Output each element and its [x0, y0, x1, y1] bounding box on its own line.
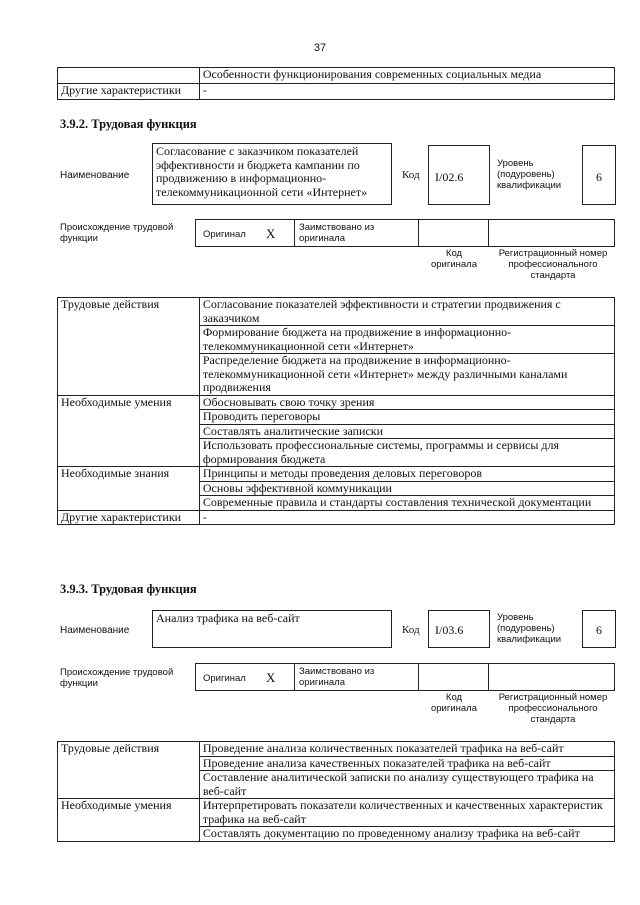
row-value: Составлять аналитические записки [199, 424, 614, 439]
name-box [152, 143, 392, 205]
row-value: Использовать профессиональные системы, программы и сервисы для формирования бюджета [199, 439, 614, 467]
top-table-value: Особенности функционирования современных социальных медиа [199, 68, 614, 84]
row-value: Проводить переговоры [199, 410, 614, 425]
row-value: Основы эффективной коммуникации [199, 481, 614, 496]
row-value: Современные правила и стандарты составления технической документации [199, 496, 614, 511]
function-table [57, 741, 615, 842]
section-title: 3.9.3. Трудовая функция [60, 582, 197, 596]
origin-box [195, 219, 615, 247]
level-label: Уровень (подуровень) квалификации [497, 158, 562, 191]
name-value: Согласование с заказчиком показателей эффективности и бюджета кампании по продвижению в информационно-телекоммуникационной сети «Интернет» [156, 144, 368, 199]
section-title: 3.9.2. Трудовая функция [60, 117, 197, 131]
code-origin-label: Код оригинала [430, 692, 477, 714]
origin-label: Происхождение трудовой функции [60, 222, 174, 244]
row-label [58, 771, 200, 799]
reg-number-label: Регистрационный номер профессионального стандарта [498, 692, 608, 725]
row-label [58, 481, 200, 496]
row-value: Распределение бюджета на продвижение в информационно-телекоммуникационной сети «Интернет» между различными каналами продвижения [199, 354, 614, 396]
top-table-label [58, 68, 200, 84]
row-value: Формирование бюджета на продвижение в информационно-телекоммуникационной сети «Интернет» [199, 326, 614, 354]
row-value: Принципы и методы проведения деловых переговоров [199, 467, 614, 482]
code-value: I/03.6 [435, 623, 464, 637]
original-label: Оригинал [203, 229, 246, 240]
level-box [582, 145, 616, 205]
code-label: Код [402, 624, 420, 636]
page-number: 37 [313, 42, 327, 54]
top-table-label: Другие характеристики [58, 84, 200, 100]
origin-label: Происхождение трудовой функции [60, 667, 174, 689]
row-label [58, 827, 200, 842]
row-label: Необходимые умения [58, 395, 200, 410]
borrowed-label: Заимствовано из оригинала [299, 666, 375, 688]
top-table-value: - [199, 84, 614, 100]
name-label: Наименование [60, 170, 130, 181]
level-label: Уровень (подуровень) квалификации [497, 612, 562, 645]
top-table [57, 67, 615, 100]
function-table [57, 297, 615, 525]
code-box [428, 145, 490, 205]
code-origin-label: Код оригинала [430, 248, 477, 270]
row-label [58, 326, 200, 354]
level-value: 6 [596, 623, 602, 637]
row-value: Составление аналитической записки по анализу существующего трафика на веб-сайт [199, 771, 614, 799]
original-label: Оригинал [203, 673, 246, 684]
row-label [58, 496, 200, 511]
name-box [152, 610, 392, 648]
level-value: 6 [596, 170, 602, 184]
code-value: I/02.6 [435, 170, 464, 184]
row-label [58, 756, 200, 771]
row-value: Обосновывать свою точку зрения [199, 395, 614, 410]
code-label: Код [402, 169, 420, 181]
row-label: Трудовые действия [58, 742, 200, 757]
origin-box [195, 663, 615, 691]
code-box [428, 610, 490, 648]
row-value: Составлять документацию по проведенному анализу трафика на веб-сайт [199, 827, 614, 842]
row-label: Необходимые знания [58, 467, 200, 482]
level-box [582, 610, 616, 648]
borrowed-label: Заимствовано из оригинала [299, 222, 375, 244]
original-mark: X [266, 670, 276, 685]
row-label [58, 410, 200, 425]
row-value: - [199, 510, 614, 525]
row-value: Проведение анализа качественных показателей трафика на веб-сайт [199, 756, 614, 771]
reg-number-label: Регистрационный номер профессионального стандарта [498, 248, 608, 281]
row-value: Согласование показателей эффективности и стратегии продвижения с заказчиком [199, 298, 614, 326]
row-label [58, 424, 200, 439]
row-label: Необходимые умения [58, 799, 200, 827]
row-value: Интерпретировать показатели количественных и качественных характеристик трафика на веб-сайт [199, 799, 614, 827]
row-label [58, 354, 200, 396]
name-label: Наименование [60, 625, 130, 636]
row-label: Трудовые действия [58, 298, 200, 326]
original-mark: X [266, 226, 276, 241]
row-value: Проведение анализа количественных показателей трафика на веб-сайт [199, 742, 614, 757]
name-value: Анализ трафика на веб-сайт [156, 611, 300, 625]
row-label: Другие характеристики [58, 510, 200, 525]
row-label [58, 439, 200, 467]
